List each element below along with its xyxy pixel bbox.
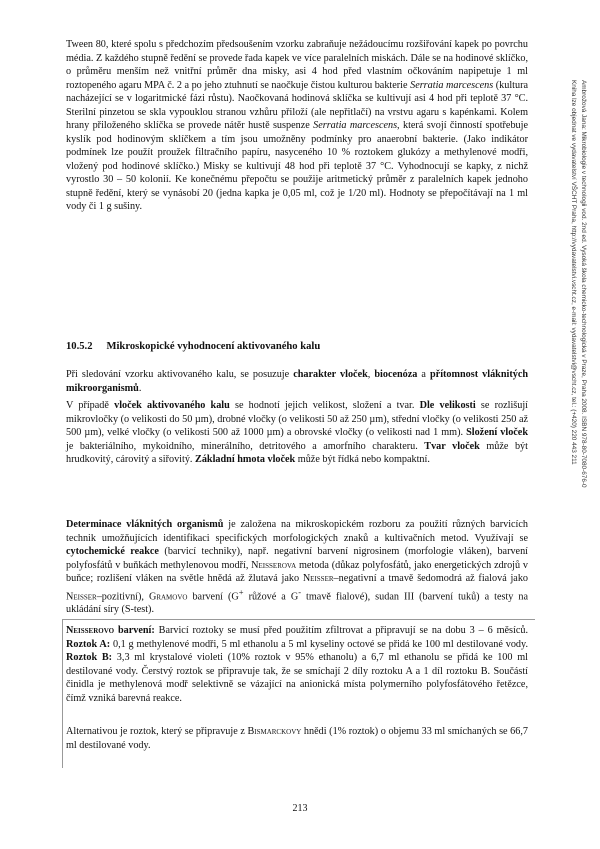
paragraph-serratia-method: Tween 80, které spolu s předchozím předsoušením vzorku zabraňuje nežádoucímu rozšiřování kapek po povrchu média. Z každého stupně ředění se provede řada kapek ve více paralelních miskách. Dále se na hodinové sklíčko, o průměru menším než vnitřní průměr dna misky, asi 4 hod před vlastním očkováním napipetuje 1 ml roztopeného agaru MPA č. 2 a po jeho ztuhnutí se naočkuje čistou kulturou bakterie Serratia marcescens (kultura nacházející se v logaritmické fázi růstu). Naočkovaná hodinová sklíčka se kultivují asi 4 hod při teplotě 37 °C. Sterilní pinzetou se skla vypouklou stranou vzhůru přiloží (ale nepřitlačí) na vrstvu agaru s kapénkami. Kolem hrany přiloženého sklíčka se provede nátěr hustě suspenze Serratia marcescens, která svojí činností spotřebuje kyslík pod hodinovým sklíčkem a tím jsou umožněny podmínky pro anaerobní bakterie. (Jako indikátor podmínek lze použít proužek filtračního papíru, nasyceného 10 % roztokem glukózy a methylenové modři, vložený pod hodinové sklíčko.) Misky se kultivují 48 hod při teplotě 37 °C. Vyhodnocují se kapky, z nichž vyrostlo 30 – 50 kolonií. Ke konečnému přepočtu se použije aritmetický průměr z paralelních kapek jednoho stupně ředění, který se vynásobí 20 (jedna kapka je 0,05 ml, což je 1/20 ml). Hodnoty se přepočítávají na 1 ml vody či 1 g sušiny. bbox=[66, 39, 529, 212]
section-title: Mikroskopické vyhodnocení aktivovaného kalu bbox=[106, 341, 321, 352]
section-heading bbox=[66, 341, 528, 352]
citation-line: Ambrožová Jana: Mikrobiologie v technologii vod. 2nd ed. Vysoká škola chemicko-technologická v Praze, Praha 2008. ISBN 978-80-7080-676-0 bbox=[580, 80, 587, 488]
paragraph-bismarck-alternative: Alternativou je roztok, který se připravuje z Bismarckovy hnědi (1% roztok) o objemu 33 ml smíchaných se 66,7 ml destilované vody. bbox=[66, 726, 528, 751]
citation-sidebar bbox=[562, 80, 588, 580]
paragraph-filament-determination: Determinace vláknitých organismů je založena na mikroskopickém rozboru za použití různých barvicích technik umožňujících identifikaci specifických morfologických znaků a kultivačních metod. Využívají se cytochemické reakce (barvicí techniky), např. negativní barvení nigrosinem (morfologie vláken), barvení polyfosfátů v buňkách methylenovou modří, Neisserova metoda (důkaz polyfosfátů, jako energetických zdrojů v buňce; rozlišení vláken na světle hnědá až žlutavá jako Neisser–negativní a tmavě šedomodrá až fialová jako Neisser–pozitivní), Gramovo barvení (G+ růžové a G- tmavě fialové), sudan III (barvení tuků) a testy na ukládání síry (S-test). bbox=[66, 519, 529, 616]
section-number: 10.5.2 bbox=[66, 341, 93, 352]
page-number: 213 bbox=[292, 803, 308, 814]
paragraph-intro: Při sledování vzorku aktivovaného kalu, se posuzuje charakter vloček, biocenóza a přítomnost vláknitých mikroorganismů. bbox=[66, 369, 529, 394]
paragraph-neisser-staining: Neisserovo barvení: Barvicí roztoky se musí před použitím zfiltrovat a připravují se na dobu 3 – 6 měsíců. Roztok A: 0,1 g methylenové modři, 5 ml ethanolu a 5 ml kyseliny octové se přidá ke 100 ml destilované vody. Roztok B: 3,3 ml krystalové violeti (10% roztok v 95% ethanolu) a 6,7 ml ethanolu se přidá ke 100 ml destilované vody. Čerstvý roztok se připravuje tak, že se smíchají 2 díly roztoku A a 1 díl roztoku B. Součástí činidla je methylenová modř selektivně se vázající na anionická místa polymerního polyfosfátového řetězce, čímž vzniká barevná reakce. bbox=[66, 625, 529, 704]
paragraph-floc-characteristics: V případě vloček aktivovaného kalu se hodnotí jejich velikost, složení a tvar. Dle velikosti se rozlišují mikrovločky (o velikosti do 50 µm), drobné vločky (o velikosti 50 až 250 µm), střední vločky (o velikosti 250 až 500 µm), velké vločky (o velikosti 500 až 1000 µm) a obrovské vločky (o velikosti nad 1 mm). Složení vloček je bakteriálního, mykoidního, minerálního, detritového a amorfního charakteru. Tvar vloček může být hrudkovitý, cárovitý a siřovitý. Základní hmota vloček může být řídká nebo kompaktní. bbox=[66, 400, 528, 465]
ordering-info-line: Kniha lze objednat ve vydavatelství VŠCHT Praha, http://vydavatelstvi.vscht.cz, e-mail: vydavatelstvi@vscht.cz, tel.: (+420) 220 443 211 bbox=[570, 80, 577, 465]
